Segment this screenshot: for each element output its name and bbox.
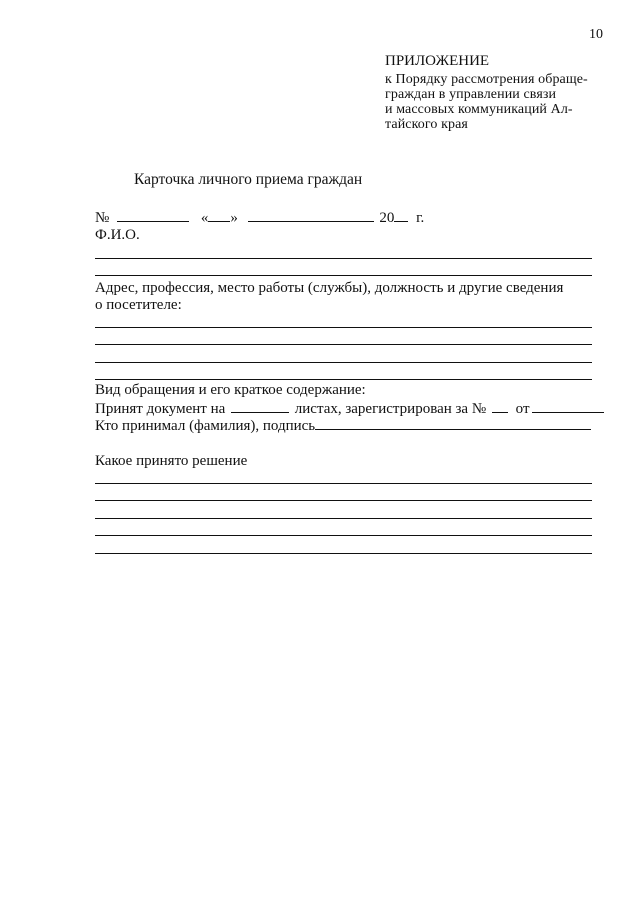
decision-line-1[interactable] [95,483,592,484]
address-line-2[interactable] [95,344,592,345]
day-field[interactable] [208,208,230,222]
address-label-2: о посетителе: [95,297,182,313]
month-field[interactable] [248,208,374,222]
quote-open: « [200,210,209,226]
doc-accepted-middle: листах, зарегистрирован за № [294,401,487,417]
decision-line-3[interactable] [95,518,592,519]
doc-accepted-prefix: Принят документ на [95,401,226,417]
decision-line-2[interactable] [95,500,592,501]
sheets-count-field[interactable] [231,399,289,413]
page-number: 10 [589,27,603,42]
decision-label: Какое принято решение [95,453,248,469]
decision-line-4[interactable] [95,535,592,536]
registration-date-field[interactable] [532,399,604,413]
appendix-line-3: и массовых коммуникаций Ал- [385,102,573,117]
request-type-label: Вид обращения и его краткое содержание: [95,382,366,398]
decision-line-5[interactable] [95,553,592,554]
number-label: № [95,210,110,226]
appendix-line-4: тайского края [385,117,468,132]
fio-line-1[interactable] [95,258,592,259]
fio-label: Ф.И.О. [95,227,140,243]
fio-line-2[interactable] [95,275,592,276]
registration-number-field[interactable] [492,399,508,413]
number-date-row [95,208,424,227]
quote-close: » [230,210,238,226]
number-field[interactable] [117,208,189,222]
doc-accepted-from: от [515,401,530,417]
address-line-1[interactable] [95,327,592,328]
accepted-by-field[interactable] [315,416,591,430]
year-prefix: 20 [379,210,395,226]
appendix-line-2: граждан в управлении связи [385,87,557,102]
address-line-4[interactable] [95,379,592,380]
card-title: Карточка личного приема граждан [134,171,363,188]
address-line-3[interactable] [95,362,592,363]
accepted-by-label: Кто принимал (фамилия), подпись [95,418,316,434]
appendix-line-1: к Порядку рассмотрения обраще- [385,72,588,87]
year-suffix: г. [416,210,425,226]
year-field[interactable] [394,208,408,222]
appendix-title: ПРИЛОЖЕНИЕ [385,53,490,69]
accepted-by-row [95,416,591,435]
address-label-1: Адрес, профессия, место работы (службы), должность и другие сведения [95,280,564,296]
